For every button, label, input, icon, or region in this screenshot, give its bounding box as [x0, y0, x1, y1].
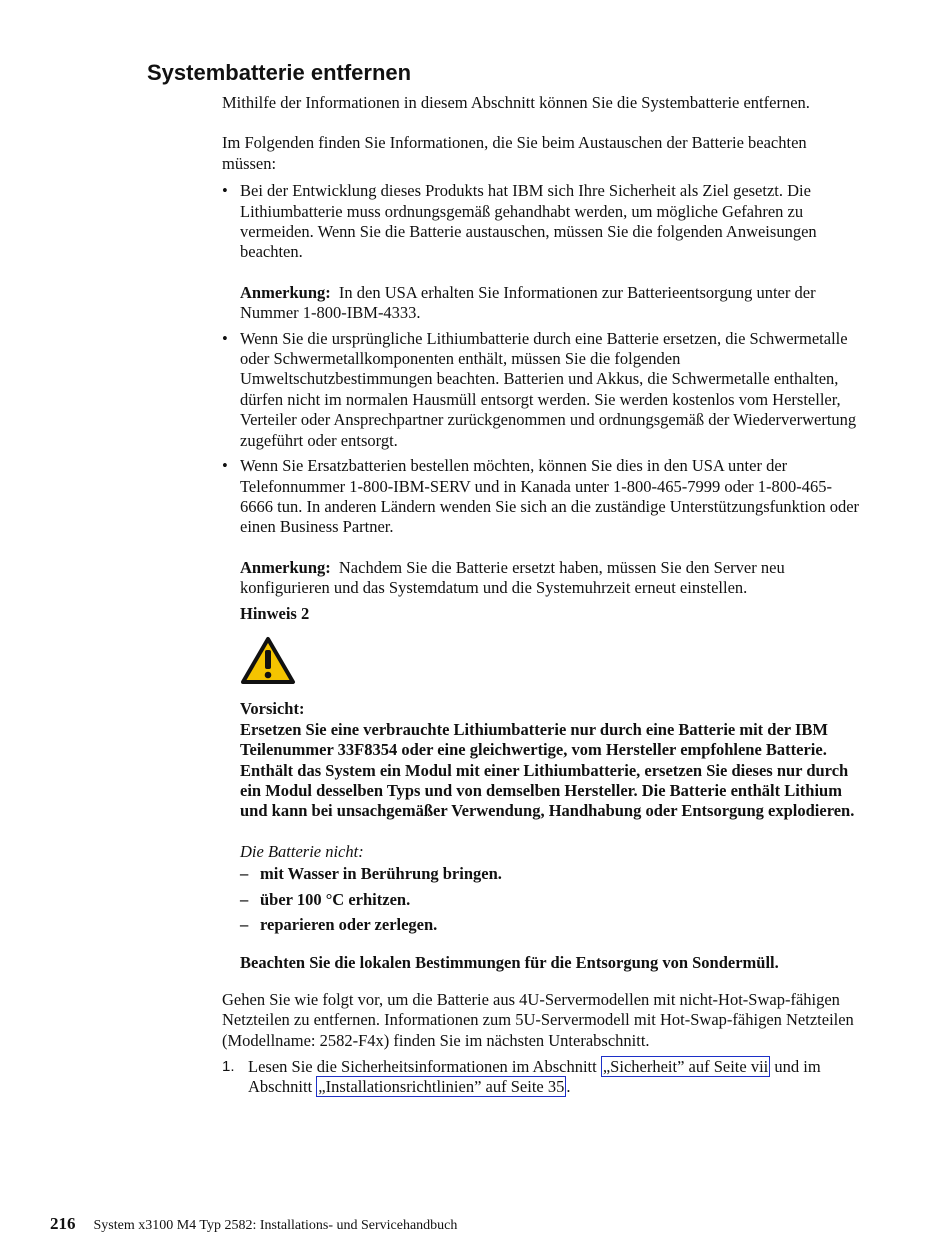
prohibited-actions-list	[240, 864, 862, 935]
bullet-marker: •	[222, 181, 228, 201]
step-text: und im Abschnitt	[248, 1057, 821, 1097]
notice-heading: Hinweis 2	[240, 603, 310, 623]
bullet-marker: •	[222, 328, 228, 348]
procedure-steps	[222, 1057, 862, 1098]
installation-guidelines-link[interactable]: „Installationsrichtlinien” auf Seite 35	[318, 1077, 565, 1097]
list-item-text: Wenn Sie die ursprüngliche Lithiumbatterie durch eine Batterie ersetzen, die Schwermetalle oder Schwermetallkomponenten enthält, müssen Sie die folgenden Umweltschutzbestimmungen beachten. Batterien und Akkus, die Schwermetalle enthalten, dürfen nicht im normalen Hausmüll entsorgt werden. Sie werden kostenlos vom Hersteller, Verteiler oder Ansprechpartner zurückgenommen und ordnungsgemäß der Wiederverwertung zugeführt oder entsorgt.	[240, 328, 857, 450]
step-item	[222, 1057, 862, 1098]
list-item-text: über 100 °C erhitzen.	[260, 889, 411, 909]
list-item	[240, 890, 862, 910]
list-item-text: reparieren oder zerlegen.	[260, 915, 438, 934]
note	[240, 558, 862, 599]
list-item-text: Wenn Sie Ersatzbatterien bestellen möchten, können Sie dies in den USA unter der Telefonnummer 1-800-IBM-SERV und in Kanada unter 1-800-465-7999 oder 1-800-465-6666 tun. In anderen Ländern wenden Sie sich an die zuständige Unterstützungsfunktion oder einen Business Partner.	[240, 456, 860, 537]
list-item-text: mit Wasser in Berührung bringen.	[260, 864, 502, 884]
section-body	[222, 93, 862, 1098]
page-footer	[50, 1214, 457, 1234]
note-text: Nachdem Sie die Batterie ersetzt haben, müssen Sie den Server neu konfigurieren und das Systemdatum und die Systemuhrzeit erneut einstellen.	[240, 557, 785, 598]
step-text: .	[566, 1077, 571, 1097]
lead-paragraph: Im Folgenden finden Sie Informationen, die Sie beim Austauschen der Batterie beachten müssen:	[222, 133, 807, 173]
procedure-intro: Gehen Sie wie folgt vor, um die Batterie aus 4U-Servermodellen mit nicht-Hot-Swap-fähigen Netzteilen zu entfernen. Informationen zum 5U-Servermodell mit Hot-Swap-fähigen Netzteilen (Modellname: 2582-F4x) finden Sie im nächsten Unterabschnitt.	[222, 989, 854, 1050]
safety-link[interactable]: „Sicherheit” auf Seite vii	[602, 1057, 769, 1077]
bullet-marker: •	[222, 456, 228, 476]
caution-text: Ersetzen Sie eine verbrauchte Lithiumbatterie nur durch eine Batterie mit der IBM Teilenummer 33F8354 oder eine gleichwertige, vom Hersteller empfohlene Batterie. Enthält das System ein Modul mit einer Lithiumbatterie, ersetzen Sie dieses nur durch ein Modul desselben Typs und von demselben Hersteller. Die Batterie enthält Lithium und kann bei unsachgemäßer Verwendung, Handhabung oder Entsorgung explodieren.	[240, 719, 855, 821]
disposal-note: Beachten Sie die lokalen Bestimmungen für die Entsorgung von Sondermüll.	[240, 953, 779, 973]
note	[240, 283, 862, 324]
list-item	[240, 915, 862, 935]
battery-not-heading: Die Batterie nicht:	[240, 841, 364, 861]
list-item	[222, 181, 862, 323]
note-label: Anmerkung:	[240, 557, 331, 577]
battery-info-list	[222, 181, 862, 974]
step-number: 1.	[222, 1058, 235, 1076]
list-item	[240, 864, 862, 884]
step-text: Lesen Sie die Sicherheitsinformationen im Abschnitt	[248, 1057, 597, 1077]
page-number: 216	[50, 1214, 76, 1233]
warning-triangle-icon	[240, 636, 296, 686]
dash-marker: –	[240, 915, 249, 934]
note-text: In den USA erhalten Sie Informationen zur Batterieentsorgung unter der Nummer 1-800-IBM-4333.	[240, 282, 816, 323]
list-item	[222, 456, 862, 974]
footer-doc-title: System x3100 M4 Typ 2582: Installations- und Servicehandbuch	[93, 1218, 458, 1233]
list-item-text: Bei der Entwicklung dieses Produkts hat IBM sich Ihre Sicherheit als Ziel gesetzt. Die Lithiumbatterie muss ordnungsgemäß gehandhabt werden, um mögliche Gefahren zu vermeiden. Wenn Sie die Batterie austauschen, müssen Sie die folgenden Anweisungen beachten.	[240, 181, 817, 262]
section-title: Systembatterie entfernen	[147, 60, 412, 85]
dash-marker: –	[240, 864, 249, 884]
caution-label: Vorsicht:	[240, 699, 305, 719]
dash-marker: –	[240, 889, 249, 909]
note-label: Anmerkung:	[240, 282, 331, 302]
list-item	[222, 329, 862, 451]
intro-paragraph: Mithilfe der Informationen in diesem Abschnitt können Sie die Systembatterie entfernen.	[222, 93, 810, 112]
